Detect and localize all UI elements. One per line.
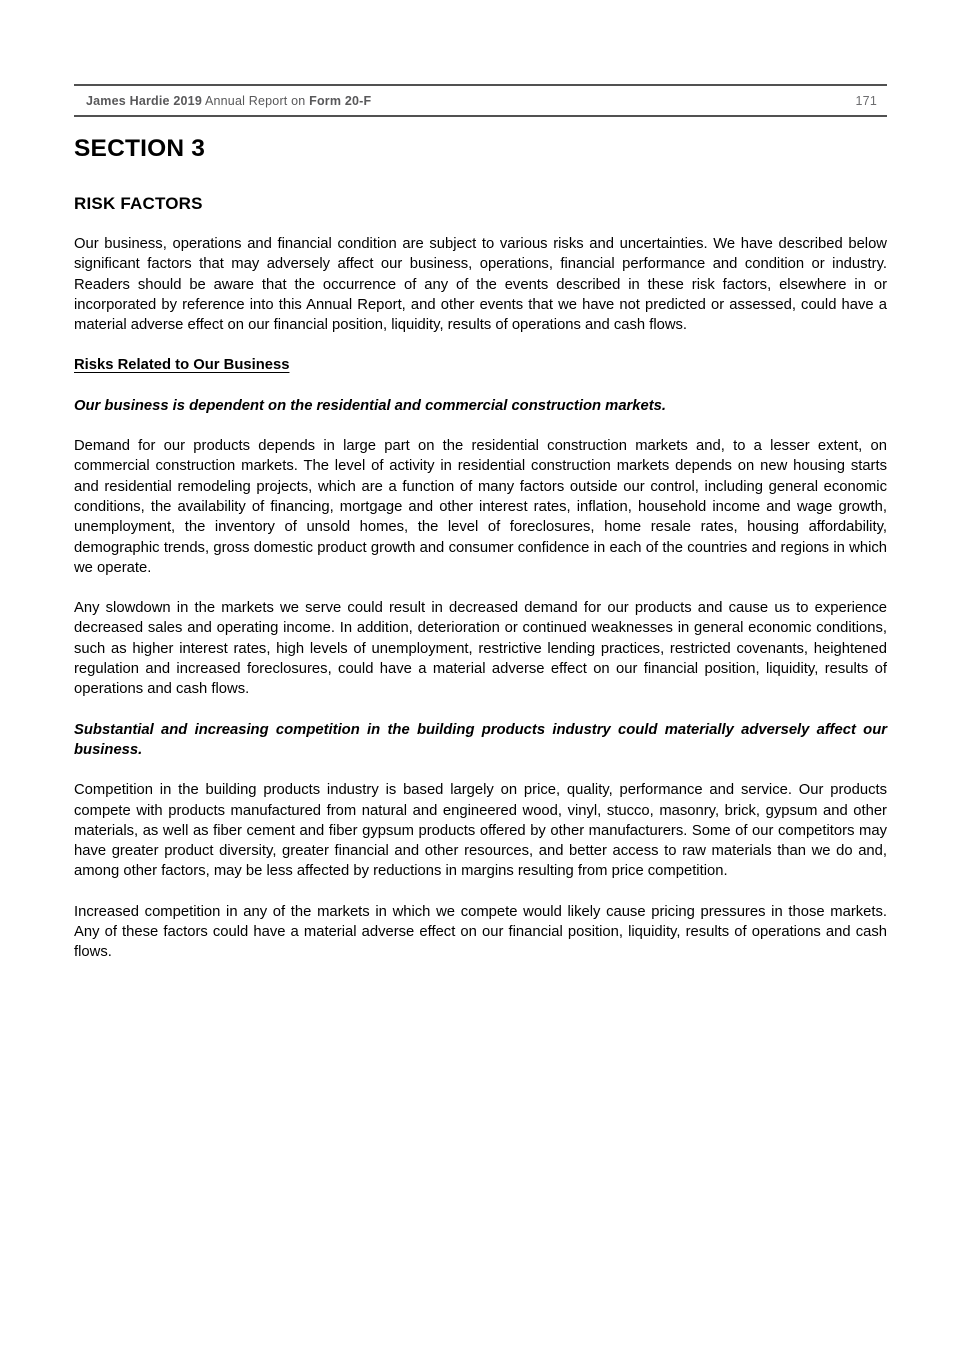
body-copy xyxy=(74,234,887,963)
risk-factors-heading: RISK FACTORS xyxy=(74,194,203,213)
intro-paragraph: Our business, operations and financial condition are subject to various risks and uncertainties. We have described below significant factors that may adversely affect our business, operations, financial performance and condition or industry. Readers should be aware that the occurrence of any of the events described in these risk factors, elsewhere in or incorporated by reference into this Annual Report, and other events that we have not predicted or assessed, could have a material adverse effect on our financial position, liquidity, results of operations and cash flows. xyxy=(74,236,887,334)
section-title: SECTION 3 xyxy=(74,135,206,162)
report-title xyxy=(86,94,371,108)
construction-paragraph-1: Demand for our products depends in large part on the residential construction markets and, to a lesser extent, on commercial construction markets. The level of activity in residential construction markets depends on new housing starts and residential remodeling projects, which are a function of many factors outside our control, including general economic conditions, the availability of financing, mortgage and other interest rates, inflation, household income and wage growth, unemployment, the inventory of unsold homes, the level of foreclosures, home resale rates, housing affordability, demographic trends, gross domestic product growth and consumer confidence in each of the countries and regions in which we operate. xyxy=(74,438,887,576)
page-header xyxy=(74,86,887,115)
construction-risk-heading: Our business is dependent on the residential and commercial construction markets. xyxy=(74,397,667,414)
construction-paragraph-2: Any slowdown in the markets we serve could result in decreased demand for our products and cause us to experience decreased sales and operating income. In addition, deterioration or continued weaknesses in general economic conditions, such as higher interest rates, high levels of unemployment, restrictive lending practices, restricted covenants, heightened regulation and increased foreclosures, could have a material adverse effect on our financial position, liquidity, results of operations and cash flows. xyxy=(74,600,887,698)
report-brand: James Hardie 2019 xyxy=(86,94,202,108)
header-bottom-rule xyxy=(74,115,887,117)
page-number: 171 xyxy=(855,94,877,108)
competition-risk-heading: Substantial and increasing competition in the building products industry could materially adversely affect our business. xyxy=(74,721,887,758)
report-title-middle: Annual Report on xyxy=(201,94,310,108)
competition-paragraph-2: Increased competition in any of the markets in which we compete would likely cause pricing pressures in those markets. Any of these factors could have a material adverse effect on our financial position, liquidity, results of operations and cash flows. xyxy=(74,903,887,961)
risks-related-heading: Risks Related to Our Business xyxy=(74,357,290,374)
competition-paragraph-1: Competition in the building products industry is based largely on price, quality, performance and service. Our products compete with products manufactured from natural and engineered wood, vinyl, stucco, masonry, brick, gypsum and other materials, as well as fiber cement and fiber gypsum products offered by other manufacturers. Some of our competitors may have greater product diversity, greater financial and other resources, and better access to raw materials than we do and, among other factors, may be less affected by reductions in margins resulting from price competition. xyxy=(74,782,887,880)
report-form: Form 20-F xyxy=(309,94,372,108)
